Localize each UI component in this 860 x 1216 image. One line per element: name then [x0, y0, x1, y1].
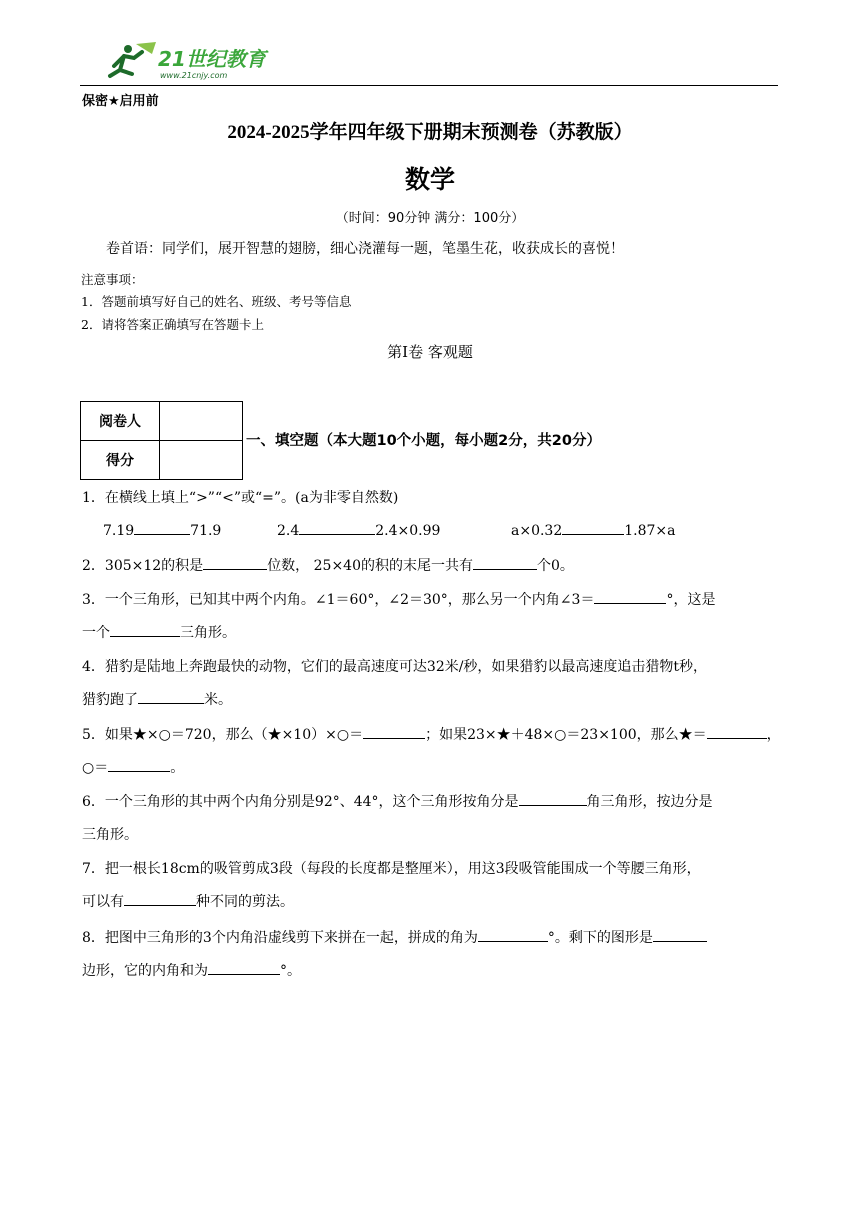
question-5-cont: ○＝ 。 [82, 757, 184, 777]
answer-blank[interactable] [707, 724, 767, 739]
answer-blank[interactable] [124, 891, 196, 906]
question-7: 7．把一根长18cm的吸管剪成3段（每段的长度都是整厘米），用这3段吸管能围成一个等腰三角形， [82, 861, 701, 877]
question-3-cont: 一个 三角形。 [82, 622, 236, 642]
score-table [80, 401, 243, 480]
answer-blank[interactable] [203, 555, 267, 570]
time-info: （时间：90分钟 满分：100分） [335, 211, 525, 226]
question-2: 2．305×12的积是 位数， 25×40的积的末尾一共有 个0。 [82, 555, 574, 575]
answer-blank[interactable] [363, 724, 425, 739]
answer-blank[interactable] [478, 927, 548, 942]
question-4-cont: 猎豹跑了 米。 [82, 689, 232, 709]
confidential-label: 保密★启用前 [82, 94, 159, 109]
question-5: 5．如果★×○＝720，那么（★×10）×○＝ ；如果23×★＋48×○＝23×100，那么★＝ ， [82, 724, 781, 744]
answer-blank[interactable] [299, 520, 375, 535]
question-7-cont: 可以有 种不同的剪法。 [82, 891, 294, 911]
question-4: 4．猎豹是陆地上奔跑最快的动物，它们的最高速度可达32米/秒，如果猎豹以最高速度追击猎物t秒， [82, 659, 708, 675]
header-divider [80, 85, 778, 86]
question-3: 3．一个三角形，已知其中两个内角。∠1＝60°，∠2＝30°，那么另一个内角∠3＝ °，这是 [82, 589, 715, 609]
answer-blank[interactable] [562, 520, 624, 535]
part-title: 第Ⅰ卷 客观题 [387, 343, 473, 361]
svg-text:www.21cnjy.com: www.21cnjy.com [160, 71, 228, 80]
notice-item: 1．答题前填写好自己的姓名、班级、考号等信息 [81, 294, 352, 309]
exam-title: 2024-2025学年四年级下册期末预测卷（苏教版） [227, 122, 633, 143]
compare-left: 2.4 [277, 523, 300, 539]
answer-blank[interactable] [134, 520, 190, 535]
question-1: 1．在横线上填上“>”“<”或“=”。(a为非零自然数) [82, 490, 399, 506]
compare-right: 2.4×0.99 [375, 523, 441, 539]
answer-blank[interactable] [594, 589, 666, 604]
answer-blank[interactable] [519, 791, 587, 806]
answer-blank[interactable] [138, 689, 204, 704]
score-cell[interactable] [160, 441, 243, 480]
reviewer-label: 阅卷人 [81, 402, 160, 441]
logo [104, 40, 274, 84]
compare-item-1 [103, 520, 221, 539]
notice-item: 2．请将答案正确填写在答题卡上 [81, 317, 264, 332]
runner-icon [110, 42, 156, 76]
notice-title: 注意事项： [81, 272, 144, 287]
question-8-cont: 边形，它的内角和为 °。 [82, 960, 301, 980]
compare-right: 1.87×a [624, 523, 676, 539]
compare-item-2 [277, 520, 440, 539]
question-6: 6．一个三角形的其中两个内角分别是92°、44°，这个三角形按角分是 角三角形，按边分是 [82, 791, 713, 811]
score-label: 得分 [81, 441, 160, 480]
answer-blank[interactable] [110, 622, 180, 637]
compare-item-3 [511, 520, 676, 539]
compare-left: a×0.32 [511, 523, 563, 539]
svg-text:21世纪教育: 21世纪教育 [158, 47, 266, 71]
question-8: 8．把图中三角形的3个内角沿虚线剪下来拼在一起，拼成的角为 °。剩下的图形是 [82, 927, 707, 947]
section-title: 一、填空题（本大题10个小题，每小题2分，共20分） [246, 433, 601, 449]
intro-text: 卷首语：同学们，展开智慧的翅膀，细心浇灌每一题，笔墨生花，收获成长的喜悦！ [106, 241, 624, 257]
compare-right: 71.9 [190, 523, 222, 539]
answer-blank[interactable] [208, 960, 280, 975]
answer-blank[interactable] [108, 757, 170, 772]
reviewer-cell[interactable] [160, 402, 243, 441]
answer-blank[interactable] [473, 555, 537, 570]
subject-title: 数学 [404, 165, 455, 194]
answer-blank[interactable] [653, 927, 707, 942]
compare-left: 7.19 [103, 523, 135, 539]
question-6-cont: 三角形。 [82, 827, 138, 843]
